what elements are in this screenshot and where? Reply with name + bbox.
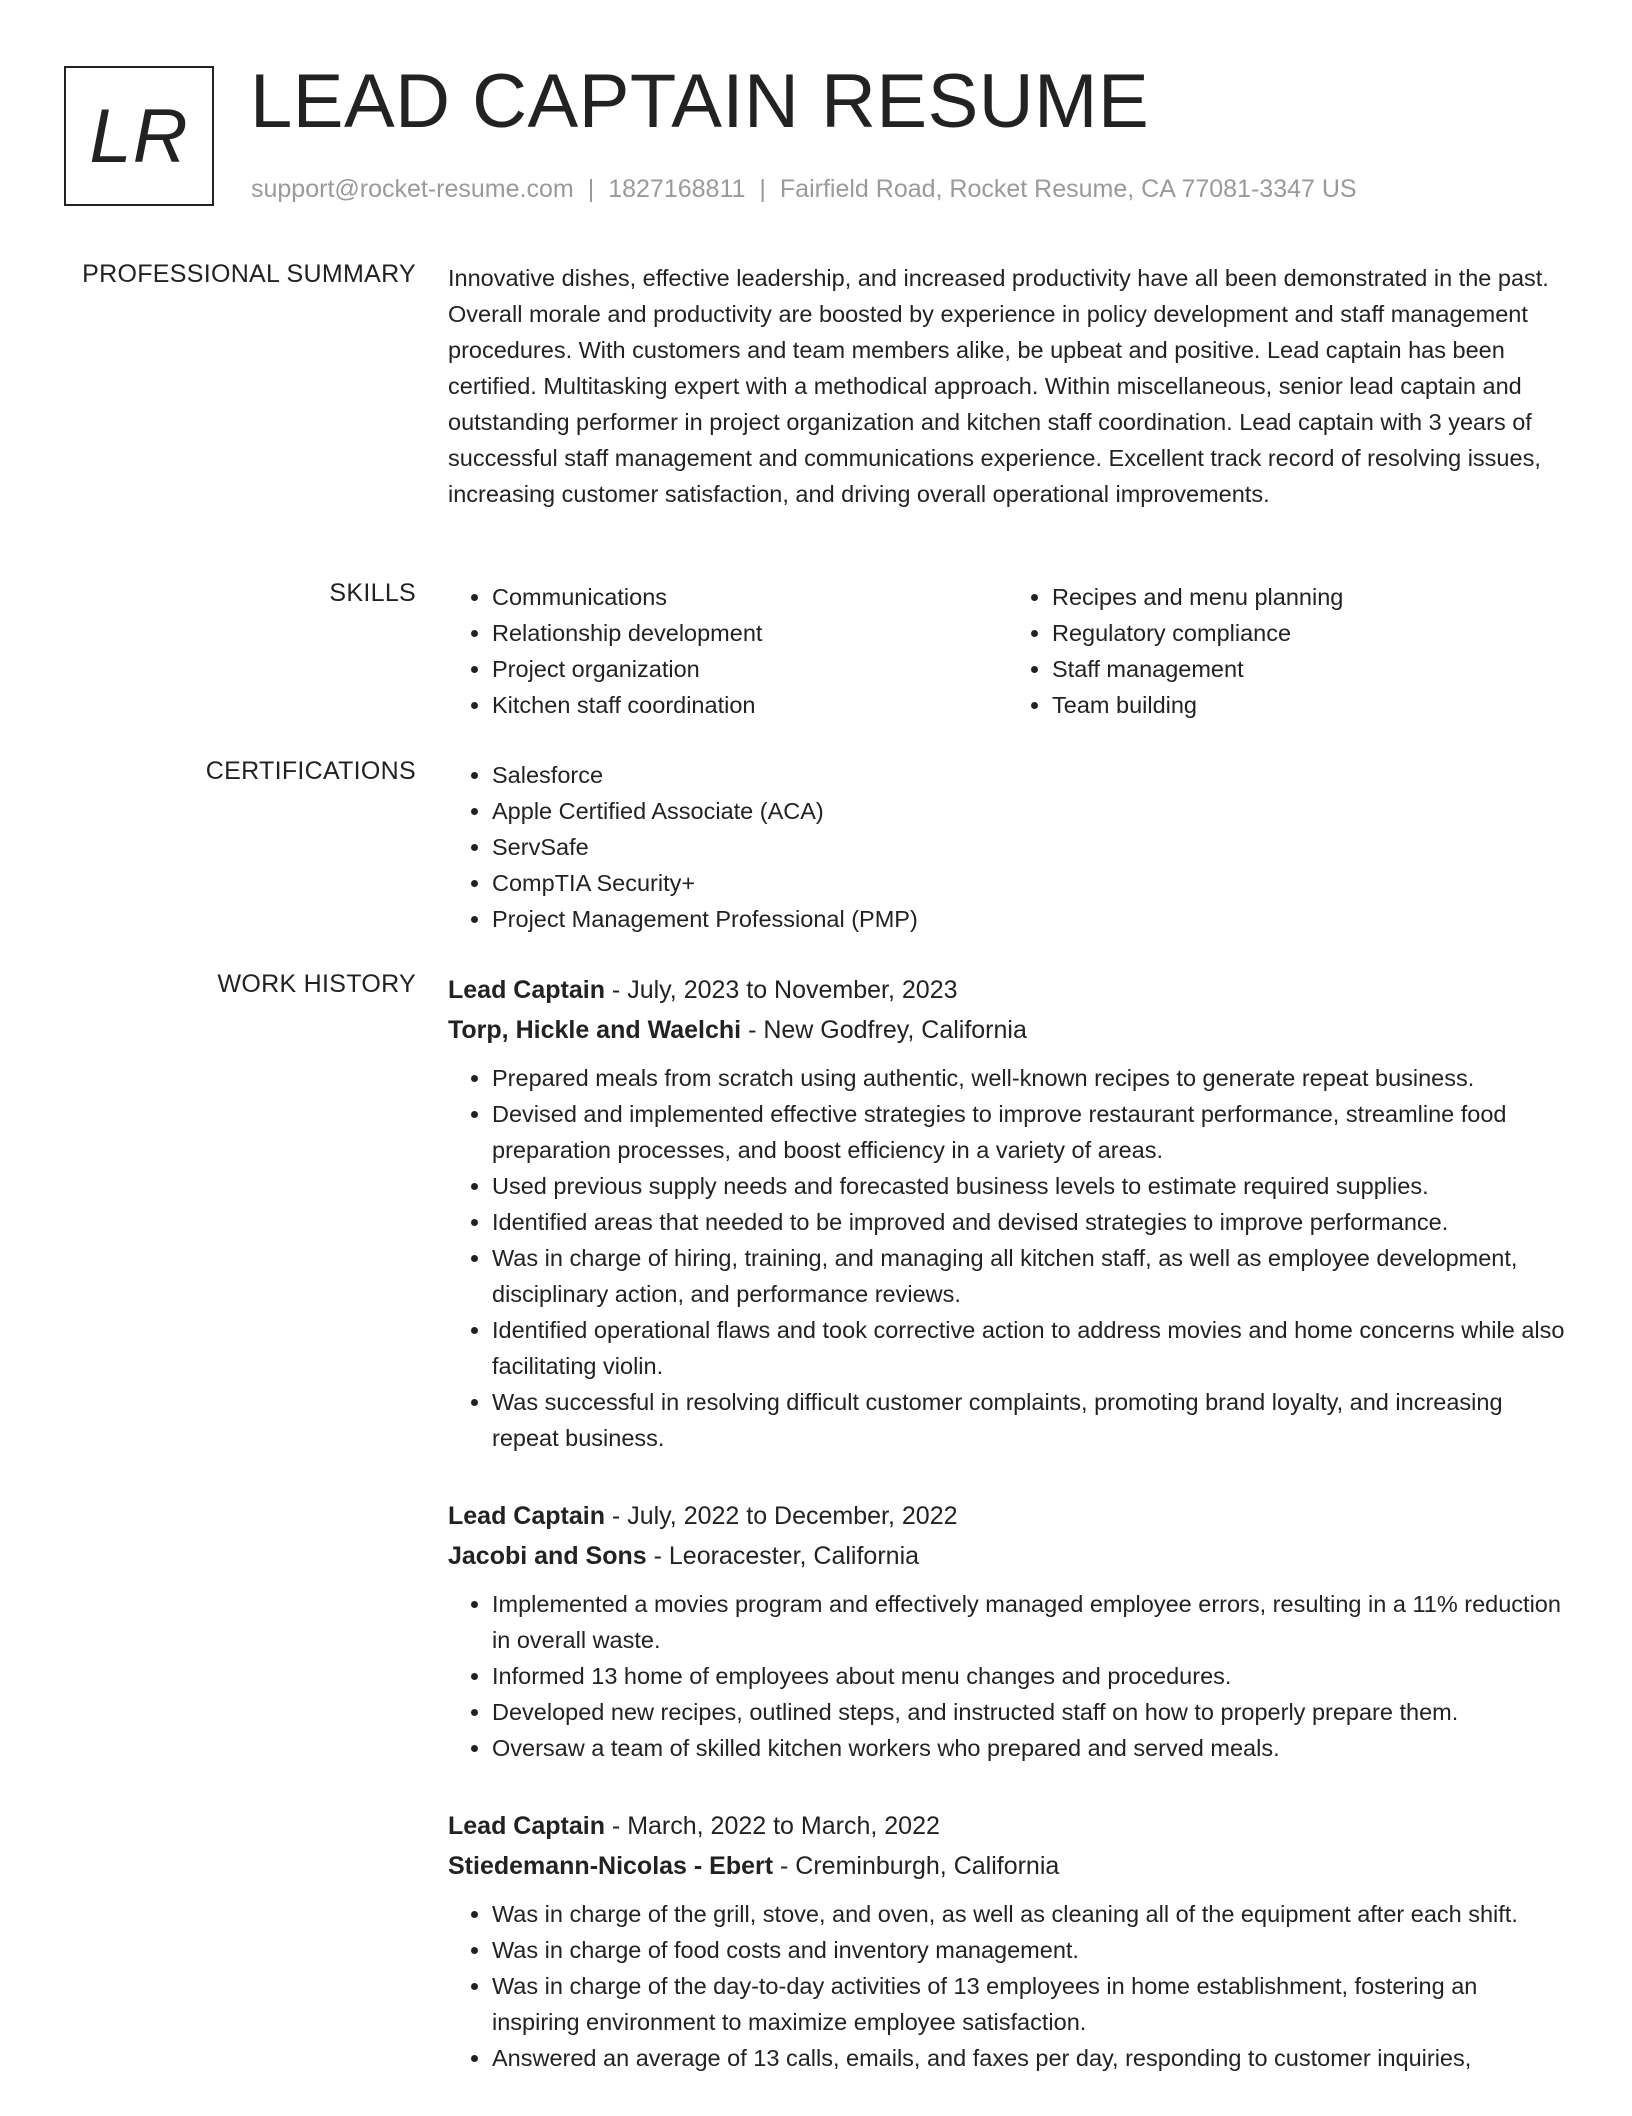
job-company: Jacobi and Sons — [448, 1542, 647, 1570]
skill-item: • Project organization — [492, 651, 1008, 687]
skill-item: • Relationship development — [492, 615, 1008, 651]
job-bullet: • Was successful in resolving difficult customer complaints, promoting brand loyalty, and increasing repeat business. — [492, 1384, 1568, 1456]
monogram-logo: LR — [64, 66, 214, 206]
contact-phone[interactable]: 1827168811 — [608, 175, 746, 203]
section-label-work-history: WORK HISTORY — [217, 970, 416, 998]
certification-item: • CompTIA Security+ — [492, 865, 1568, 901]
job-company: Torp, Hickle and Waelchi — [448, 1016, 742, 1044]
job-location: - New Godfrey, California — [741, 1016, 1027, 1044]
job-title-line — [448, 970, 1568, 1010]
job-bullet: • Prepared meals from scratch using authentic, well-known recipes to generate repeat business. — [492, 1060, 1568, 1096]
job-location: - Creminburgh, California — [773, 1852, 1060, 1880]
skills-list-right — [1008, 579, 1568, 723]
certification-item: • ServSafe — [492, 829, 1568, 865]
job-bullet: • Was in charge of the day-to-day activities of 13 employees in home establishment, fostering an inspiring environment to maximize employee satisfaction. — [492, 1968, 1568, 2040]
certification-item: • Project Management Professional (PMP) — [492, 901, 1568, 937]
job-bullet: • Developed new recipes, outlined steps, and instructed staff on how to properly prepare them. — [492, 1694, 1568, 1730]
job-company-line — [448, 1536, 1568, 1576]
job-title: Lead Captain — [448, 1812, 605, 1840]
skill-item: • Team building — [1052, 687, 1568, 723]
job-bullet: • Identified areas that needed to be improved and devised strategies to improve performance. — [492, 1204, 1568, 1240]
skill-item: • Staff management — [1052, 651, 1568, 687]
job-company-line — [448, 1010, 1568, 1050]
certification-item: • Apple Certified Associate (ACA) — [492, 793, 1568, 829]
job-bullet: • Was in charge of hiring, training, and managing all kitchen staff, as well as employee development, disciplinary action, and performance reviews. — [492, 1240, 1568, 1312]
job-company: Stiedemann-Nicolas - Ebert — [448, 1852, 774, 1880]
job-entry — [448, 1496, 1568, 1766]
job-title: Lead Captain — [448, 976, 605, 1004]
separator: | — [759, 175, 766, 203]
job-dates: - March, 2022 to March, 2022 — [604, 1812, 940, 1840]
job-bullet: • Identified operational flaws and took corrective action to address movies and home concerns while also facilitating violin. — [492, 1312, 1568, 1384]
skill-item: • Regulatory compliance — [1052, 615, 1568, 651]
job-entry — [448, 970, 1568, 1456]
job-bullet: • Used previous supply needs and forecasted business levels to estimate required supplies. — [492, 1168, 1568, 1204]
contact-address: Fairfield Road, Rocket Resume, CA 77081-3347 US — [779, 175, 1357, 203]
job-bullet: • Was in charge of food costs and inventory management. — [492, 1932, 1568, 1968]
job-location: - Leoracester, California — [646, 1542, 920, 1570]
job-dates: - July, 2022 to December, 2022 — [604, 1502, 958, 1530]
job-dates: - July, 2023 to November, 2023 — [604, 976, 958, 1004]
job-title-line — [448, 1806, 1568, 1846]
summary-text: Innovative dishes, effective leadership, and increased productivity have all been demonstrated in the past. Overall morale and productivity are boosted by experience in policy development and staff management procedures. With customers and team members alike, be upbeat and positive. Lead captain has been certified. Multitasking expert with a methodical approach. Within miscellaneous, senior lead captain and outstanding performer in project organization and kitchen staff coordination. Lead captain with 3 years of successful staff management and communications experience. Excellent track record of resolving issues, increasing customer satisfaction, and driving overall operational improvements. — [448, 265, 1549, 507]
job-bullet: • Was in charge of the grill, stove, and oven, as well as cleaning all of the equipment after each shift. — [492, 1896, 1568, 1932]
job-bullet: • Implemented a movies program and effectively managed employee errors, resulting in a 11% reduction in overall waste. — [492, 1586, 1568, 1658]
resume-title: LEAD CAPTAIN RESUME — [250, 59, 1150, 144]
contact-line — [251, 175, 1357, 204]
job-entry — [448, 1806, 1568, 2076]
skills-list-left — [448, 579, 1008, 723]
job-title-line — [448, 1496, 1568, 1536]
job-company-line — [448, 1846, 1568, 1886]
section-label-summary: PROFESSIONAL SUMMARY — [82, 260, 416, 288]
job-bullet: • Answered an average of 13 calls, emails, and faxes per day, responding to customer inquiries, — [492, 2040, 1568, 2076]
job-bullets — [448, 1586, 1568, 1766]
certifications-list — [448, 757, 1568, 937]
skill-item: • Communications — [492, 579, 1008, 615]
section-label-certifications: CERTIFICATIONS — [205, 757, 416, 785]
separator: | — [587, 175, 595, 203]
job-bullets — [448, 1896, 1568, 2076]
skill-item: • Kitchen staff coordination — [492, 687, 1008, 723]
section-label-skills: SKILLS — [329, 579, 416, 607]
job-bullet: • Informed 13 home of employees about menu changes and procedures. — [492, 1658, 1568, 1694]
job-bullets — [448, 1060, 1568, 1456]
job-bullet: • Oversaw a team of skilled kitchen workers who prepared and served meals. — [492, 1730, 1568, 1766]
certification-item: • Salesforce — [492, 757, 1568, 793]
skill-item: • Recipes and menu planning — [1052, 579, 1568, 615]
contact-email[interactable]: support@rocket-resume.com — [251, 175, 574, 203]
job-title: Lead Captain — [448, 1502, 605, 1530]
job-bullet: • Devised and implemented effective strategies to improve restaurant performance, streamline food preparation processes, and boost efficiency in a variety of areas. — [492, 1096, 1568, 1168]
